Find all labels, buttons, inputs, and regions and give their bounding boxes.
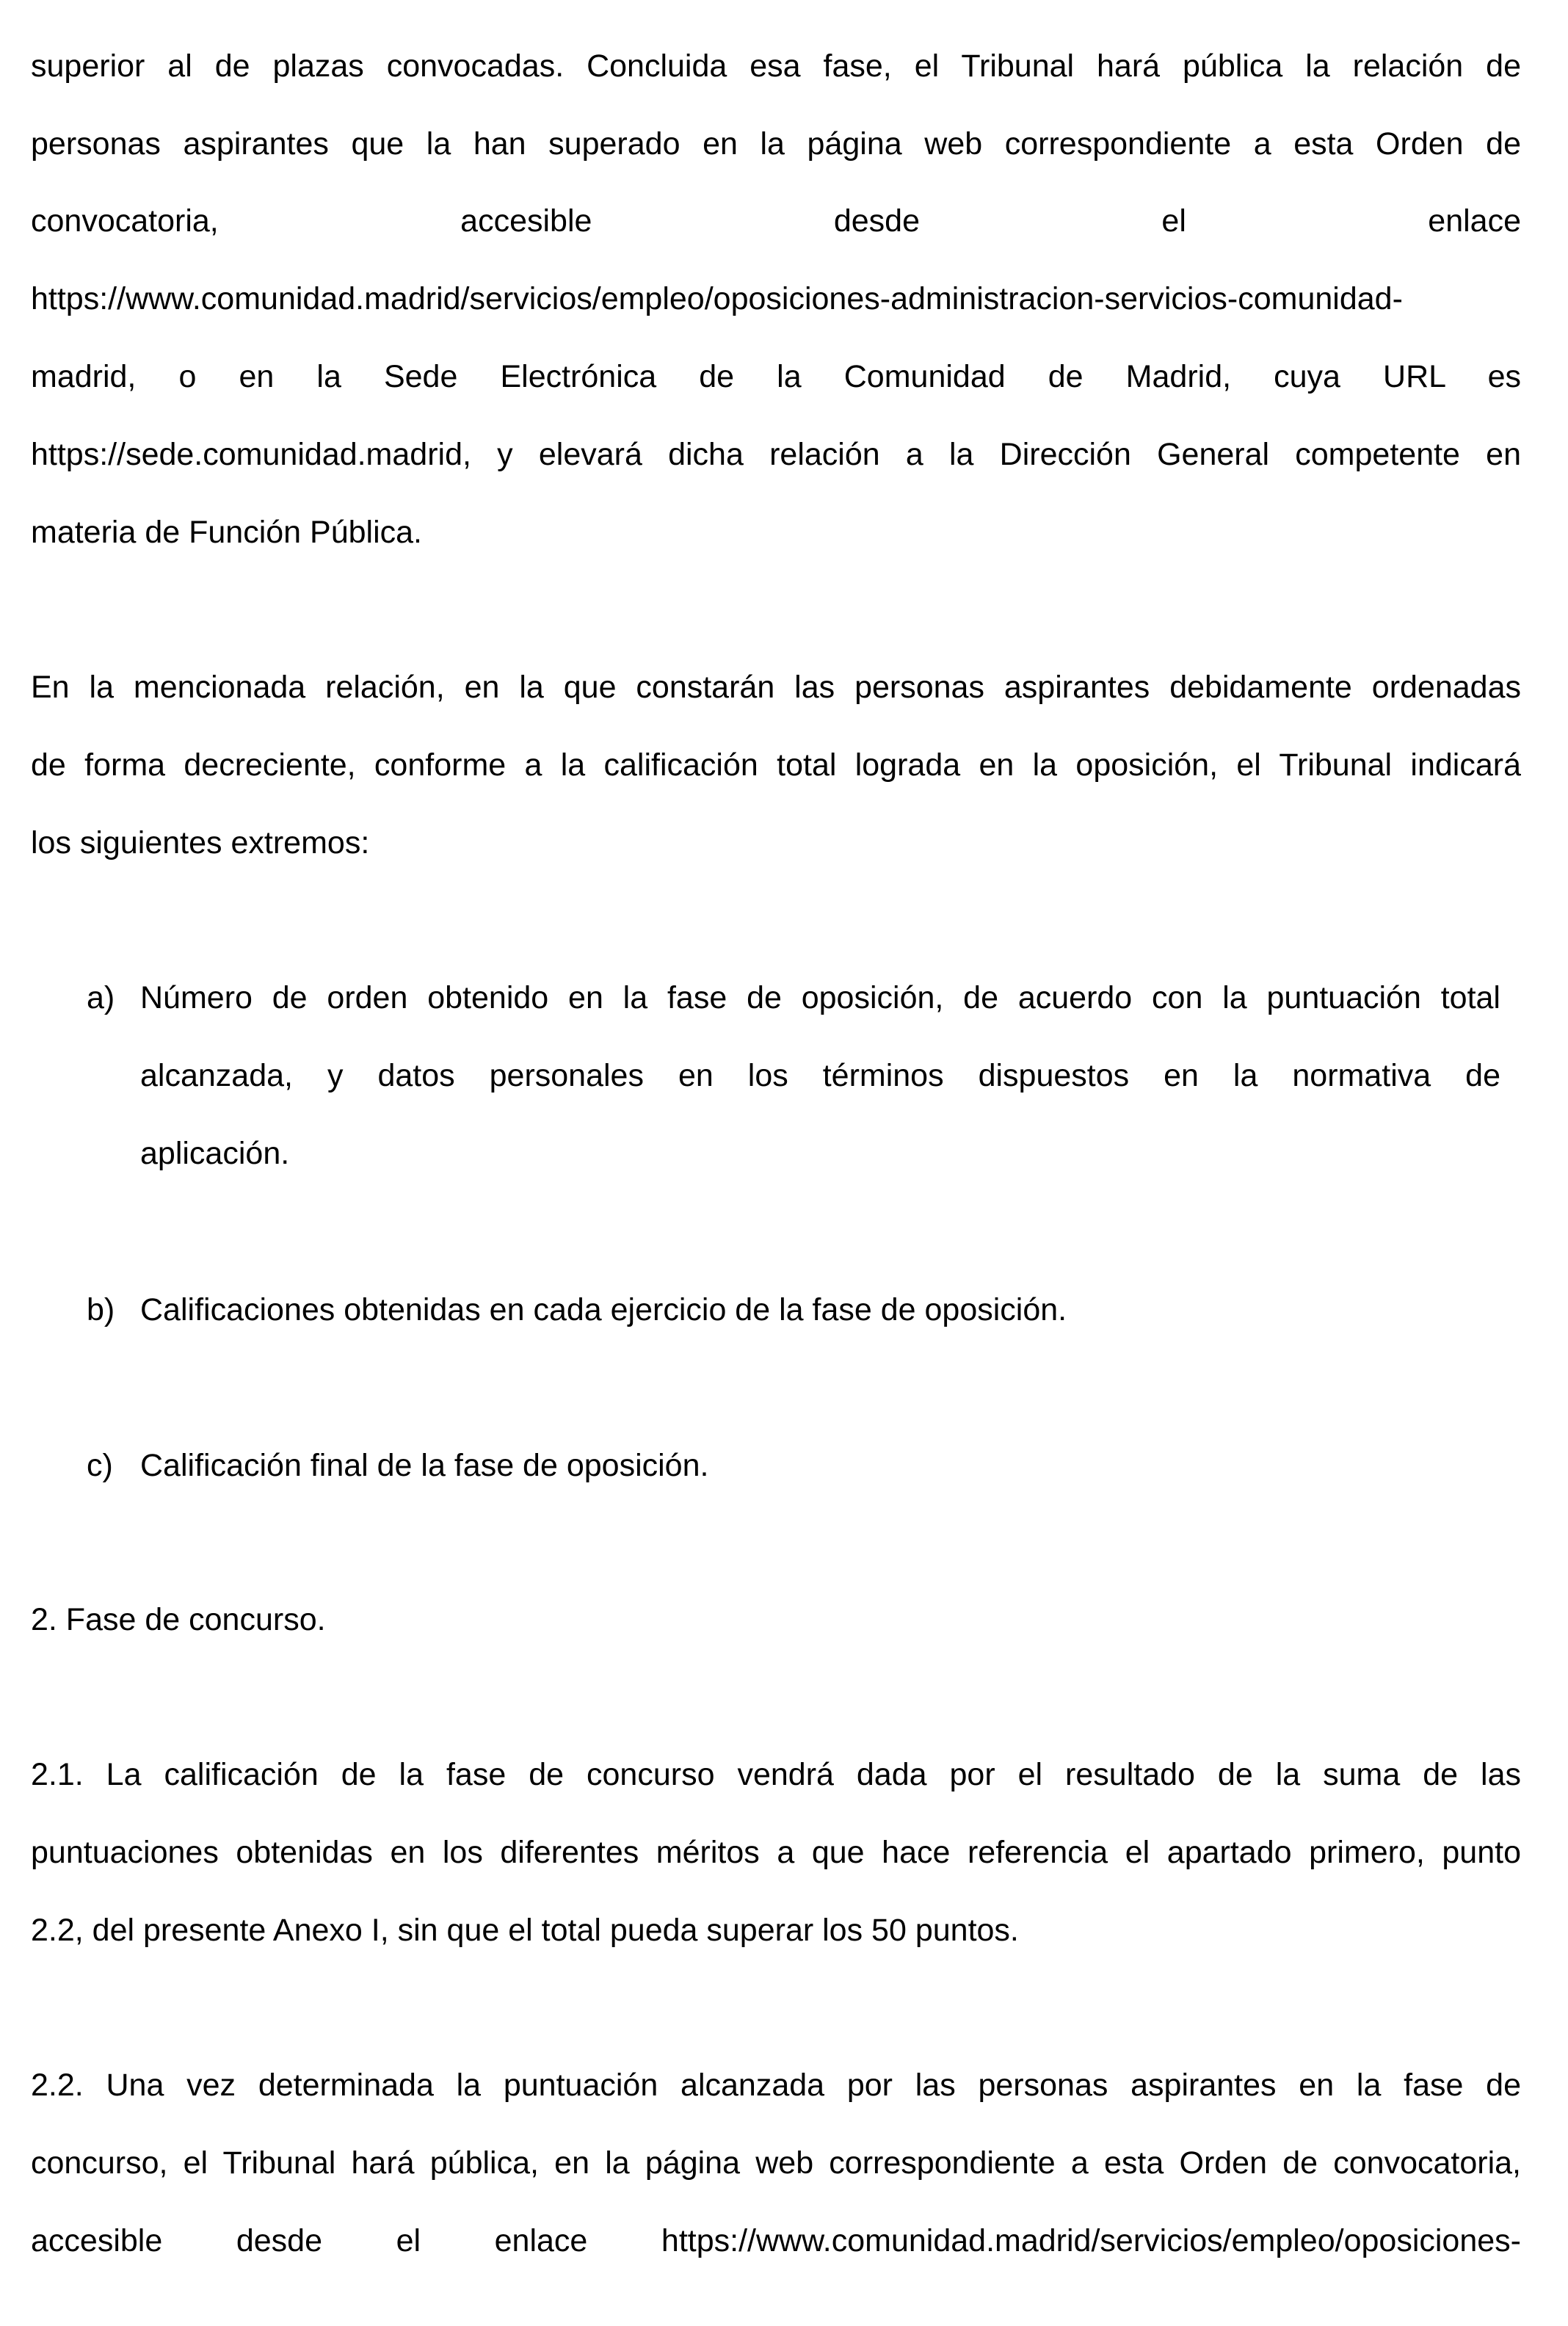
url-line: https://www.comunidad.madrid/servicios/empleo/oposiciones-administracion-servicios-comunidad- — [31, 281, 1403, 316]
list-item-line: aplicación. — [140, 1136, 290, 1171]
list-item-line: alcanzada, y datos personales en los términos dispuestos en la normativa de — [140, 1058, 1500, 1093]
list-item-line: Calificaciones obtenidas en cada ejercicio de la fase de oposición. — [140, 1292, 1067, 1327]
paragraph-line: concurso, el Tribunal hará pública, en la página web correspondiente a esta Orden de convocatoria, — [31, 2145, 1521, 2181]
list-item-line: Calificación final de la fase de oposición. — [140, 1448, 709, 1483]
paragraph-line: materia de Función Pública. — [31, 515, 423, 550]
paragraph-line: de forma decreciente, conforme a la calificación total lograda en la oposición, el Tribunal indicará — [31, 747, 1521, 783]
paragraph-line: 2.2. Una vez determinada la puntuación alcanzada por las personas aspirantes en la fase de — [31, 2068, 1521, 2103]
paragraph-line: convocatoria, accesible desde el enlace — [31, 203, 1521, 239]
paragraph-line: personas aspirantes que la han superado en la página web correspondiente a esta Orden de — [31, 126, 1521, 162]
list-marker-b: b) — [87, 1292, 115, 1327]
list-item-line: Número de orden obtenido en la fase de oposición, de acuerdo con la puntuación total — [140, 980, 1500, 1015]
paragraph-line: 2.2, del presente Anexo I, sin que el total pueda superar los 50 puntos. — [31, 1913, 1019, 1948]
list-marker-a: a) — [87, 980, 115, 1015]
paragraph-line: superior al de plazas convocadas. Concluida esa fase, el Tribunal hará pública la relación de — [31, 48, 1521, 84]
paragraph-line: madrid, o en la Sede Electrónica de la Comunidad de Madrid, cuya URL es — [31, 359, 1521, 394]
paragraph-line: los siguientes extremos: — [31, 825, 370, 861]
section-heading: 2. Fase de concurso. — [31, 1602, 326, 1637]
paragraph-line: En la mencionada relación, en la que constarán las personas aspirantes debidamente ordenadas — [31, 670, 1521, 705]
list-marker-c: c) — [87, 1448, 113, 1483]
paragraph-line: 2.1. La calificación de la fase de concurso vendrá dada por el resultado de la suma de las — [31, 1757, 1521, 1792]
paragraph-line: https://sede.comunidad.madrid, y elevará dicha relación a la Dirección General competente en — [31, 437, 1521, 472]
paragraph-line: puntuaciones obtenidas en los diferentes méritos a que hace referencia el apartado primero, punto — [31, 1835, 1521, 1870]
paragraph-line: accesible desde el enlace https://www.comunidad.madrid/servicios/empleo/oposiciones- — [31, 2223, 1521, 2258]
